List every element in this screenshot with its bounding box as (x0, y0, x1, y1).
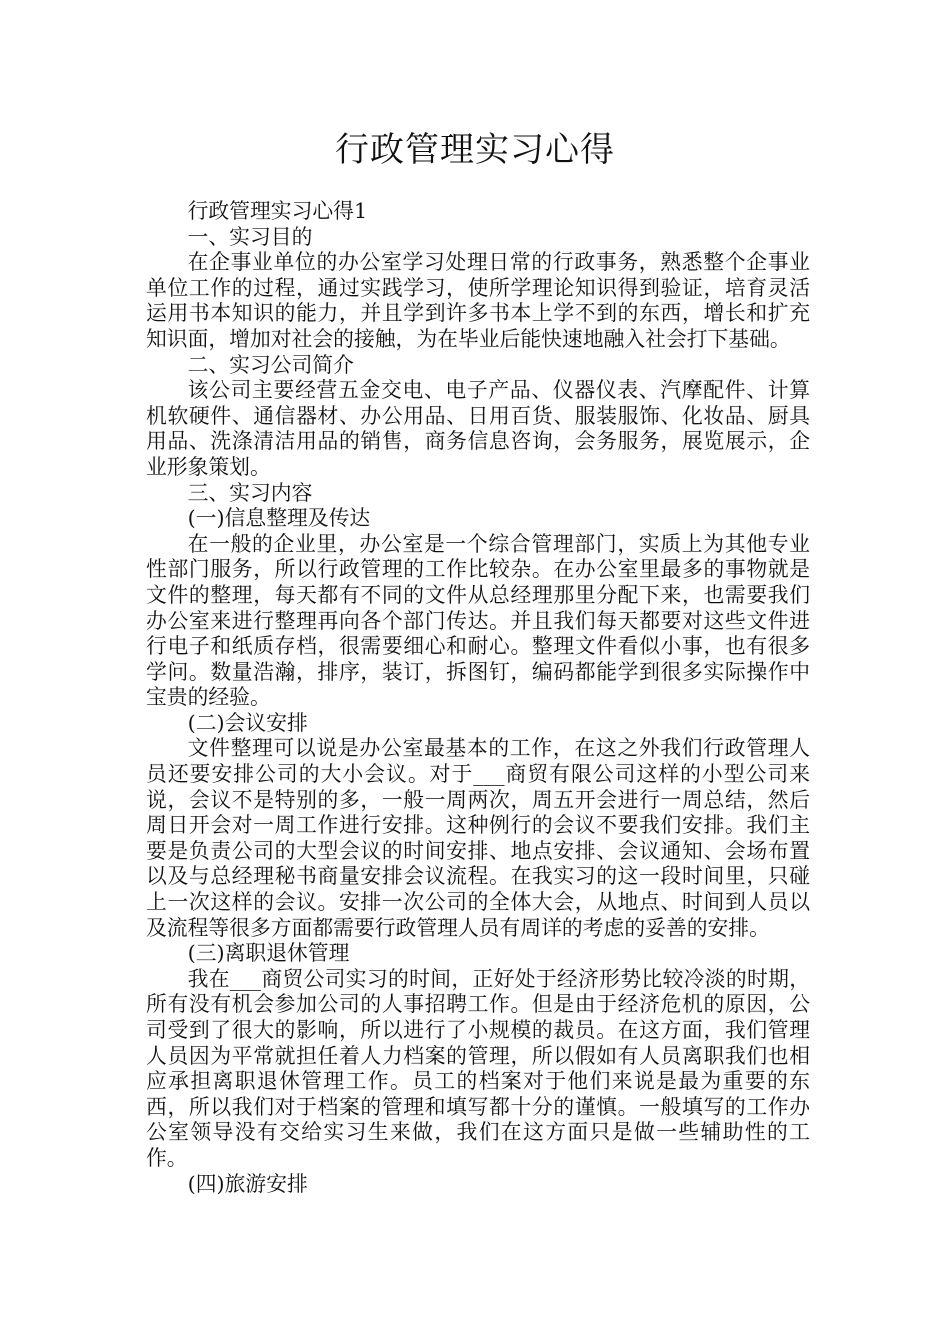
subtitle-paragraph: 行政管理实习心得1 (187, 199, 368, 223)
document-body (146, 199, 810, 1197)
section-heading-content: 三、实习内容 (187, 480, 313, 505)
body-paragraph-company: 该公司主要经营五金交电、电子产品、仪器仪表、汽摩配件、计算机软硬件、通信器材、办公用品、日用百货、服装服饰、化妆品、厨具用品、洗涤清洁用品的销售，商务信息咨询，会务服务，展览展示，企业形象策划。 (146, 378, 810, 479)
section-heading-company: 二、实习公司简介 (187, 352, 354, 377)
body-paragraph-purpose: 在企事业单位的办公室学习处理日常的行政事务，熟悉整个企事业单位工作的过程，通过实践学习，使所学理论知识得到验证，培育灵活运用书本知识的能力，并且学到许多书本上学不到的东西，增长和扩充知识面，增加对社会的接触，为在毕业后能快速地融入社会打下基础。 (146, 250, 810, 351)
subsection-heading-meeting: (二)会议安排 (187, 710, 308, 735)
section-heading-purpose: 一、实习目的 (187, 224, 313, 249)
body-paragraph-resignation: 我在___商贸公司实习的时间，正好处于经济形势比较冷淡的时期，所有没有机会参加公司的人事招聘工作。但是由于经济危机的原因，公司受到了很大的影响，所以进行了小规模的裁员。在这方面，我们管理人员因为平常就担任着人力档案的管理，所以假如有人员离职我们也相应承担离职退休管理工作。员工的档案对于他们来说是最为重要的东西，所以我们对于档案的管理和填写都十分的谨慎。一般填写的工作办公室领导没有交给实习生来做，我们在这方面只是做一些辅助性的工作。 (146, 966, 810, 1170)
subsection-heading-resignation: (三)离职退休管理 (187, 941, 350, 966)
body-paragraph-info: 在一般的企业里，办公室是一个综合管理部门，实质上为其他专业性部门服务，所以行政管理的工作比较杂。在办公室里最多的事物就是文件的整理，每天都有不同的文件从总经理那里分配下来，也需要我们办公室来进行整理再向各个部门传达。并且我们每天都要对这些文件进行电子和纸质存档，很需要细心和耐心。整理文件看似小事，也有很多学问。数量浩瀚，排序，装订，拆图钉，编码都能学到很多实际操作中宝贵的经验。 (146, 531, 810, 710)
document-title: 行政管理实习心得 (335, 130, 615, 170)
subsection-heading-travel: (四)旅游安排 (187, 1171, 308, 1196)
subsection-heading-info: (一)信息整理及传达 (187, 506, 371, 531)
body-paragraph-meeting: 文件整理可以说是办公室最基本的工作，在这之外我们行政管理人员还要安排公司的大小会议。对于___商贸有限公司这样的小型公司来说，会议不是特别的多，一般一周两次，周五开会进行一周总结，然后周日开会对一周工作进行安排。这种例行的会议不要我们安排。我们主要是负责公司的大型会议的时间安排、地点安排、会议通知、会场布置以及与总经理秘书商量安排会议流程。在我实习的这一段时间里，只碰上一次这样的会议。安排一次公司的全体大会，从地点、时间到人员以及流程等很多方面都需要行政管理人员有周详的考虑的妥善的安排。 (146, 736, 810, 940)
